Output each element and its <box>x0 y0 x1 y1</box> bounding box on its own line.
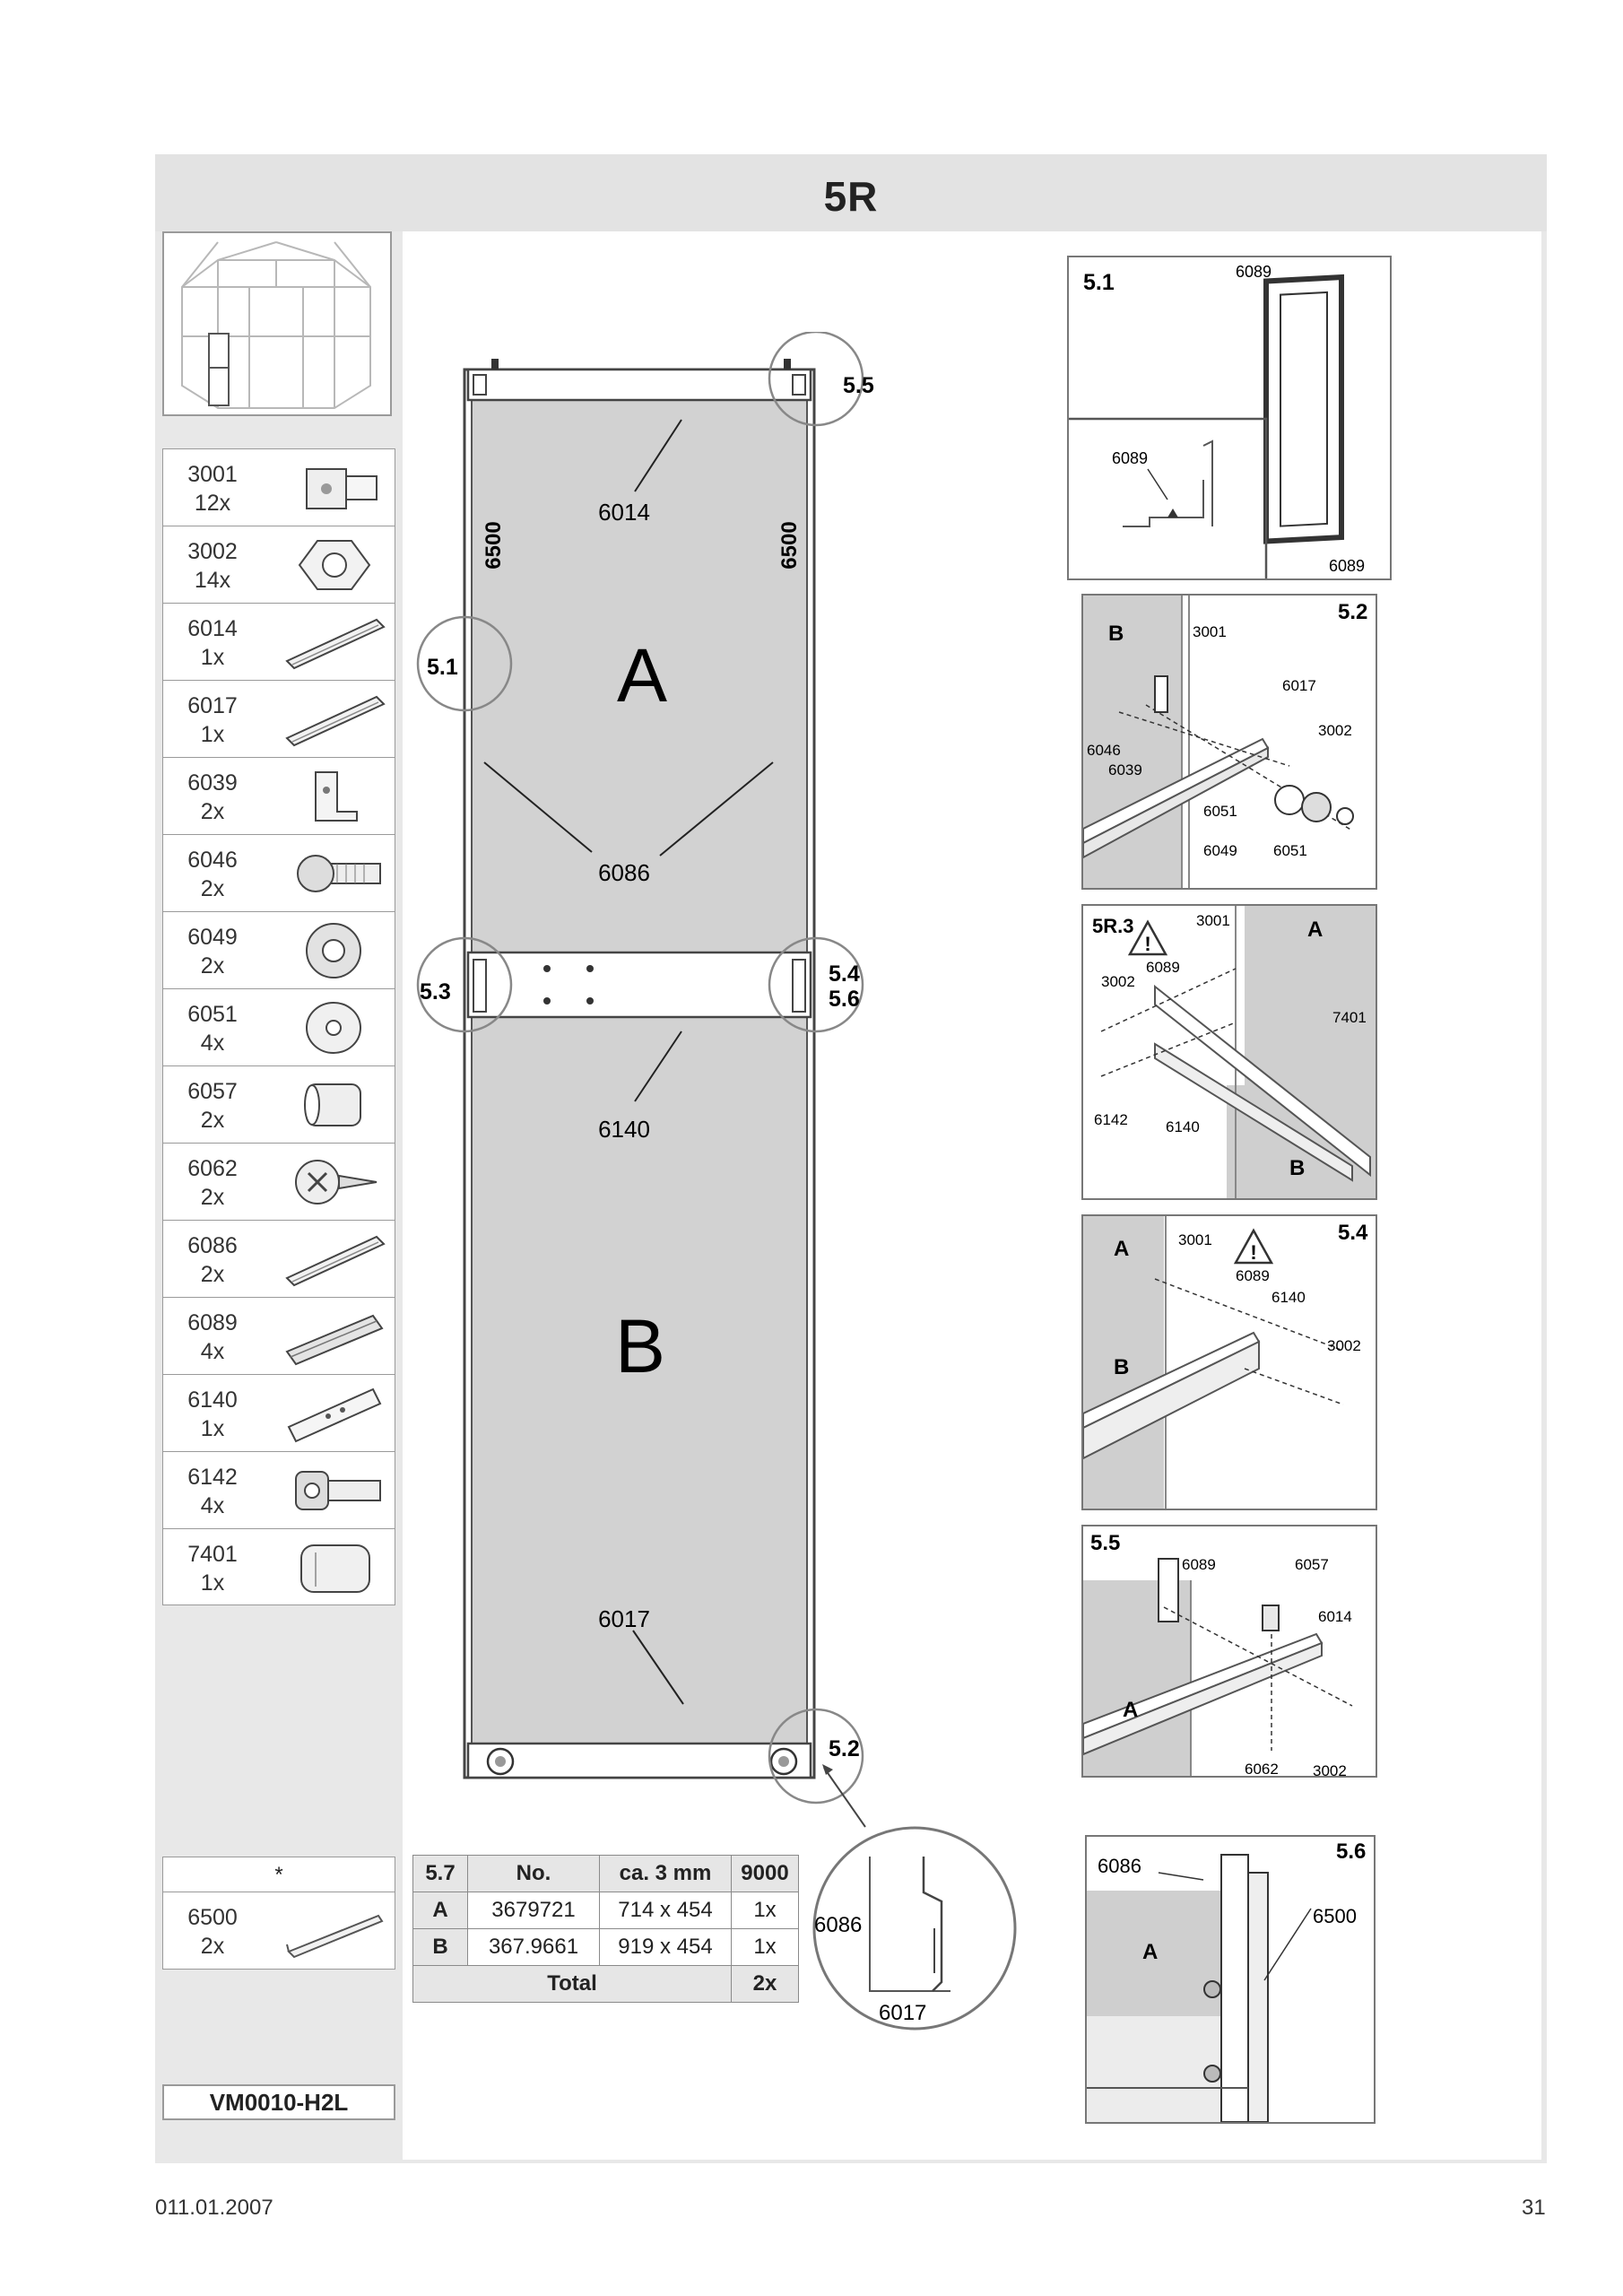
detail-part-label: 6051 <box>1273 842 1307 859</box>
part-quantity: 2x <box>200 1262 225 1287</box>
angle-bracket-icon <box>280 763 389 830</box>
door-wheel-icon <box>280 918 389 984</box>
table-row <box>413 1892 799 1929</box>
part-number: 6039 <box>187 770 238 796</box>
screw-icon <box>280 1149 389 1215</box>
label-side-right: 6500 <box>777 521 802 570</box>
table-cell: 3679721 <box>468 1892 600 1929</box>
part-label <box>163 923 262 980</box>
detail-part-label: 3001 <box>1178 1231 1212 1248</box>
detail-part-label: 6142 <box>1094 1111 1128 1128</box>
step-header <box>155 154 1547 231</box>
part-row <box>162 988 395 1065</box>
part-row <box>162 1528 395 1605</box>
detail-part-label: 6089 <box>1182 1556 1216 1573</box>
part-label <box>163 537 262 595</box>
detail-part-label: 6089 <box>1236 1267 1270 1284</box>
detail-5-7-label-bottom: 6017 <box>879 2001 927 2025</box>
label-diagonal: 6086 <box>598 859 650 886</box>
washer-icon <box>280 995 389 1061</box>
main-door-drawing <box>395 332 879 1812</box>
detail-part-label: 6089 <box>1236 263 1272 281</box>
part-quantity: 4x <box>200 1031 225 1056</box>
detail-panel-label: B <box>1289 1156 1306 1180</box>
detail-5-6 <box>1085 1835 1376 2124</box>
part-number: 6017 <box>187 693 238 718</box>
label-top-rail: 6014 <box>598 499 650 526</box>
callout-5-2: 5.2 <box>829 1736 860 1761</box>
part-row <box>162 1297 395 1374</box>
part-quantity: 1x <box>200 1416 225 1441</box>
part-number: 6500 <box>187 1905 238 1930</box>
label-bottom-rail: 6017 <box>598 1605 650 1632</box>
label-mid-bar: 6140 <box>598 1116 650 1143</box>
detail-panel-label: A <box>1307 918 1324 942</box>
table-header-row <box>413 1856 799 1892</box>
table-cell: 919 x 454 <box>600 1929 732 1966</box>
spacer-sleeve-icon <box>280 1072 389 1138</box>
table-total-row <box>413 1966 799 2003</box>
detail-5-7-zoom <box>807 1821 1022 2036</box>
part-quantity: 12x <box>194 491 231 516</box>
detail-part-label: 3001 <box>1193 623 1227 640</box>
middle-bar <box>468 952 811 1017</box>
part-label <box>163 1231 262 1289</box>
parts-list <box>162 448 395 1605</box>
warning-icon: ! <box>1250 1241 1257 1264</box>
hex-nut-icon <box>280 532 389 598</box>
part-quantity: 2x <box>200 1934 225 1959</box>
detail-title: 5.4 <box>1338 1221 1368 1245</box>
table-header: No. <box>468 1856 600 1892</box>
detail-part-label: 6086 <box>1098 1855 1141 1877</box>
profile-rail-icon <box>280 609 389 675</box>
part-label <box>163 460 262 517</box>
callout-5-1: 5.1 <box>427 655 458 680</box>
part-number: 6014 <box>187 616 238 641</box>
table-cell: A <box>413 1892 468 1929</box>
part-row <box>162 1143 395 1220</box>
detail-part-label: 6014 <box>1318 1608 1352 1625</box>
part-label <box>163 614 262 672</box>
part-row <box>162 1374 395 1451</box>
detail-part-label: 3002 <box>1318 722 1352 739</box>
detail-part-label: 3002 <box>1327 1337 1361 1354</box>
glass-panel <box>472 395 807 1758</box>
detail-part-label: 7401 <box>1332 1009 1367 1026</box>
part-number: 6057 <box>187 1079 238 1104</box>
table-row <box>413 1929 799 1966</box>
part-label <box>163 1463 262 1520</box>
detail-panel-label: A <box>1123 1698 1139 1722</box>
part-row <box>162 1220 395 1297</box>
detail-5-2 <box>1081 594 1377 890</box>
detail-title: 5.2 <box>1338 600 1368 624</box>
callout-5-6: 5.6 <box>829 987 860 1012</box>
profile-rail-icon <box>280 1226 389 1292</box>
door-stopper-icon <box>280 1535 389 1601</box>
detail-panel-label: A <box>1114 1237 1130 1261</box>
detail-part-label: 6089 <box>1146 959 1180 976</box>
part-number: 3002 <box>187 539 238 564</box>
detail-panel-label: B <box>1108 622 1124 646</box>
socket-bolt-icon <box>280 1457 389 1524</box>
part-row <box>162 603 395 680</box>
detail-part-label: 6140 <box>1271 1289 1306 1306</box>
detail-part-label: 6017 <box>1282 677 1316 694</box>
part-label <box>163 691 262 749</box>
part-row <box>162 526 395 603</box>
table-header: 5.7 <box>413 1856 468 1892</box>
part-row <box>162 757 395 834</box>
table-header: 9000 <box>732 1856 799 1892</box>
panel-label-a: A <box>616 633 668 718</box>
part-number: 6062 <box>187 1156 238 1181</box>
part-label <box>163 846 262 903</box>
connector-block-icon <box>280 455 389 521</box>
detail-part-label: 6039 <box>1108 761 1142 778</box>
part-quantity: 2x <box>200 1185 225 1210</box>
part-row <box>162 1065 395 1143</box>
rubber-strip-icon <box>280 1303 389 1370</box>
part-number: 6046 <box>187 848 238 873</box>
profile-bar-icon <box>280 1380 389 1447</box>
part-label <box>163 1000 262 1057</box>
callout-5-4: 5.4 <box>829 961 860 987</box>
detail-part-label: 6062 <box>1245 1761 1279 1776</box>
callout-5-3: 5.3 <box>420 979 451 1004</box>
part-label <box>163 1077 262 1135</box>
part-row <box>162 834 395 911</box>
detail-5-1 <box>1067 256 1392 580</box>
bolt-icon <box>280 840 389 907</box>
part-number: 3001 <box>187 462 238 487</box>
part-row <box>162 911 395 988</box>
part-number: 6089 <box>187 1310 238 1335</box>
detail-part-label: 6046 <box>1087 742 1121 759</box>
part-label <box>163 769 262 826</box>
callout-5-5: 5.5 <box>843 373 874 398</box>
bottom-rail <box>468 1744 811 1778</box>
part-label <box>163 1540 262 1597</box>
part-number: 6086 <box>187 1233 238 1258</box>
table-cell: 714 x 454 <box>600 1892 732 1929</box>
detail-part-label: 3002 <box>1101 973 1135 990</box>
cover-strip-icon <box>280 1898 389 1964</box>
detail-part-label: 6089 <box>1329 557 1366 575</box>
detail-part-label: 6049 <box>1203 842 1237 859</box>
model-code: VM0010-H2L <box>162 2084 395 2120</box>
detail-5-4 <box>1081 1214 1377 1510</box>
part-number: 6049 <box>187 925 238 950</box>
part-number: 6051 <box>187 1002 238 1027</box>
table-cell: B <box>413 1929 468 1966</box>
detail-part-label: 6051 <box>1203 803 1237 820</box>
detail-title: 5.5 <box>1090 1531 1121 1555</box>
page-number: 31 <box>1522 2196 1546 2220</box>
optional-parts <box>162 1857 395 2000</box>
footer-date: 011.01.2007 <box>155 2196 273 2220</box>
detail-5-5 <box>1081 1525 1377 1778</box>
part-quantity: 2x <box>200 799 225 824</box>
top-rail <box>468 370 811 400</box>
total-label: Total <box>413 1966 732 2003</box>
panel-spec-table <box>412 1855 799 2003</box>
profile-rail-icon <box>280 686 389 752</box>
part-quantity: 4x <box>200 1493 225 1518</box>
detail-title: 5.1 <box>1083 270 1115 295</box>
detail-part-label: 6500 <box>1313 1905 1357 1927</box>
part-quantity: 4x <box>200 1339 225 1364</box>
greenhouse-icon <box>164 233 390 414</box>
table-header: ca. 3 mm <box>600 1856 732 1892</box>
panel-label-b: B <box>614 1304 666 1388</box>
part-row <box>162 1451 395 1528</box>
total-value: 2x <box>732 1966 799 2003</box>
part-quantity: 2x <box>200 1108 225 1133</box>
part-row <box>162 1892 395 1970</box>
part-number: 7401 <box>187 1542 238 1567</box>
part-quantity: 1x <box>200 1570 225 1596</box>
detail-title: 5R.3 <box>1092 915 1134 937</box>
part-quantity: 2x <box>200 876 225 901</box>
detail-panel-label: B <box>1114 1355 1130 1379</box>
detail-part-label: 6089 <box>1112 449 1149 467</box>
detail-panel-label: A <box>1142 1940 1159 1964</box>
part-row <box>162 680 395 757</box>
part-quantity: 1x <box>200 645 225 670</box>
part-number: 6140 <box>187 1387 238 1413</box>
detail-5-7-label-top: 6086 <box>814 1913 863 1937</box>
part-number: 6142 <box>187 1465 238 1490</box>
step-title: 5R <box>823 173 879 220</box>
part-quantity: 14x <box>194 568 231 593</box>
table-cell: 367.9661 <box>468 1929 600 1966</box>
optional-parts-header: * <box>162 1857 395 1892</box>
detail-5r-3 <box>1081 904 1377 1200</box>
detail-part-label: 6140 <box>1166 1118 1200 1135</box>
greenhouse-thumbnail <box>162 231 392 416</box>
detail-title: 5.6 <box>1336 1839 1367 1864</box>
table-cell: 1x <box>732 1929 799 1966</box>
label-side-left: 6500 <box>482 521 506 570</box>
part-label <box>163 1386 262 1443</box>
warning-icon: ! <box>1144 933 1151 955</box>
part-quantity: 1x <box>200 722 225 747</box>
part-label <box>163 1154 262 1212</box>
detail-part-label: 6057 <box>1295 1556 1329 1573</box>
detail-part-label: 3002 <box>1313 1762 1347 1776</box>
part-quantity: 2x <box>200 953 225 978</box>
detail-part-label: 3001 <box>1196 912 1230 929</box>
table-cell: 1x <box>732 1892 799 1929</box>
part-label <box>163 1903 262 1961</box>
part-row <box>162 448 395 526</box>
part-label <box>163 1309 262 1366</box>
